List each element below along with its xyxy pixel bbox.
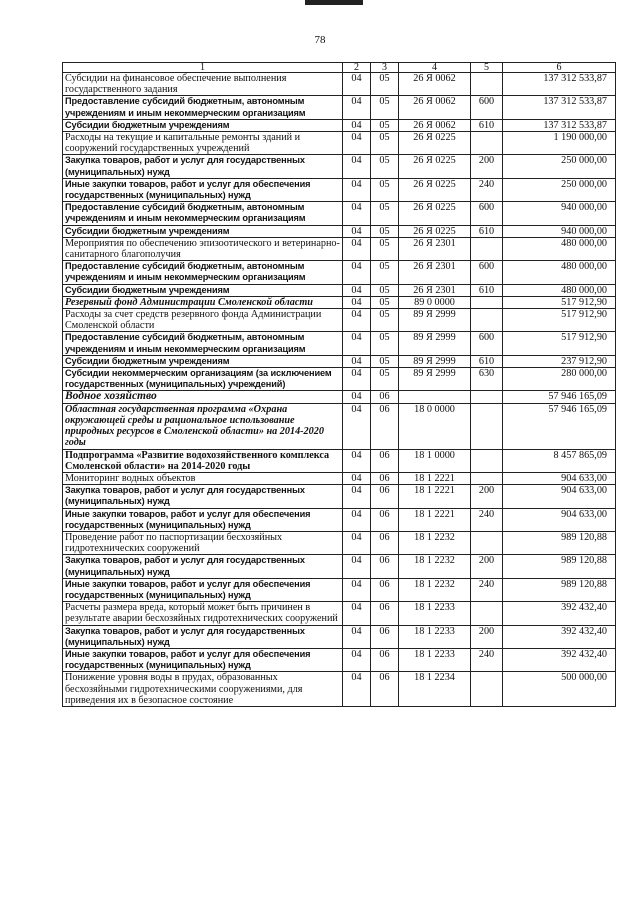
row-target-code-cell: 18 1 2221: [399, 485, 471, 508]
row-name-cell: Понижение уровня воды в прудах, образованных бесхозяйными гидротехническими сооружениями, для приведения их в безопасное состояние: [63, 672, 343, 707]
row-subsection-cell: 05: [371, 96, 399, 119]
row-section-cell: 04: [343, 96, 371, 119]
row-target-code-cell: 26 Я 0062: [399, 73, 471, 96]
row-subsection-cell: 05: [371, 178, 399, 201]
row-amount-cell: 480 000,00: [503, 284, 616, 296]
row-amount-cell: 480 000,00: [503, 237, 616, 260]
header-col-6: 6: [503, 63, 616, 73]
table-row: [63, 237, 616, 260]
row-section-cell: 04: [343, 284, 371, 296]
row-subsection-cell: 06: [371, 403, 399, 449]
row-section-cell: 04: [343, 296, 371, 308]
table-row: [63, 449, 616, 472]
row-name-cell: Закупка товаров, работ и услуг для государственных (муниципальных) нужд: [63, 625, 343, 648]
row-expense-type-cell: 630: [471, 368, 503, 391]
row-expense-type-cell: [471, 472, 503, 484]
row-expense-type-cell: [471, 391, 503, 403]
table-row: [63, 261, 616, 284]
row-amount-cell: 940 000,00: [503, 202, 616, 225]
row-name-cell: Расходы за счет средств резервного фонда Администрации Смоленской области: [63, 309, 343, 332]
row-target-code-cell: 18 1 0000: [399, 449, 471, 472]
row-amount-cell: 904 633,00: [503, 472, 616, 484]
row-section-cell: 04: [343, 555, 371, 578]
row-amount-cell: 250 000,00: [503, 178, 616, 201]
table-row: [63, 332, 616, 355]
row-target-code-cell: 89 0 0000: [399, 296, 471, 308]
row-target-code-cell: 26 Я 0225: [399, 155, 471, 178]
row-expense-type-cell: 610: [471, 119, 503, 131]
table-row: [63, 284, 616, 296]
row-subsection-cell: 05: [371, 237, 399, 260]
row-amount-cell: 280 000,00: [503, 368, 616, 391]
row-amount-cell: 517 912,90: [503, 296, 616, 308]
row-expense-type-cell: 610: [471, 284, 503, 296]
row-name-cell: Закупка товаров, работ и услуг для государственных (муниципальных) нужд: [63, 155, 343, 178]
row-target-code-cell: 26 Я 2301: [399, 237, 471, 260]
row-target-code-cell: 18 1 2221: [399, 472, 471, 484]
row-section-cell: 04: [343, 602, 371, 625]
table-row: [63, 578, 616, 601]
row-target-code-cell: 26 Я 2301: [399, 261, 471, 284]
row-target-code-cell: 26 Я 0225: [399, 202, 471, 225]
row-amount-cell: 237 912,90: [503, 355, 616, 367]
row-subsection-cell: 05: [371, 155, 399, 178]
row-name-cell: Закупка товаров, работ и услуг для государственных (муниципальных) нужд: [63, 485, 343, 508]
row-subsection-cell: 05: [371, 225, 399, 237]
page-number: 78: [314, 34, 326, 46]
row-name-cell: Субсидии некоммерческим организациям (за исключением государственных (муниципальных) учреждений): [63, 368, 343, 391]
table-row: [63, 672, 616, 707]
row-amount-cell: 137 312 533,87: [503, 119, 616, 131]
table-row: [63, 119, 616, 131]
row-subsection-cell: 06: [371, 555, 399, 578]
row-section-cell: 04: [343, 119, 371, 131]
row-target-code-cell: 89 Я 2999: [399, 355, 471, 367]
table-body: [63, 73, 616, 707]
row-name-cell: Подпрограмма «Развитие водохозяйственного комплекса Смоленской области» на 2014-2020 годы: [63, 449, 343, 472]
row-expense-type-cell: 600: [471, 332, 503, 355]
row-amount-cell: 480 000,00: [503, 261, 616, 284]
row-subsection-cell: 05: [371, 332, 399, 355]
row-amount-cell: 137 312 533,87: [503, 73, 616, 96]
row-target-code-cell: 26 Я 0225: [399, 178, 471, 201]
table-row: [63, 309, 616, 332]
table-row: [63, 225, 616, 237]
row-name-cell: Мероприятия по обеспечению эпизоотического и ветеринарно-санитарного благополучия: [63, 237, 343, 260]
row-subsection-cell: 05: [371, 309, 399, 332]
row-amount-cell: 517 912,90: [503, 309, 616, 332]
row-name-cell: Областная государственная программа «Охрана окружающей среды и рациональное использование природных ресурсов в Смоленской области» на 2014-2020 годы: [63, 403, 343, 449]
row-subsection-cell: 06: [371, 578, 399, 601]
row-amount-cell: 57 946 165,09: [503, 403, 616, 449]
row-subsection-cell: 05: [371, 261, 399, 284]
row-section-cell: 04: [343, 485, 371, 508]
row-amount-cell: 392 432,40: [503, 648, 616, 671]
row-section-cell: 04: [343, 355, 371, 367]
row-expense-type-cell: [471, 296, 503, 308]
row-expense-type-cell: [471, 73, 503, 96]
row-name-cell: Расходы на текущие и капитальные ремонты зданий и сооружений государственных учреждений: [63, 132, 343, 155]
row-section-cell: 04: [343, 261, 371, 284]
row-name-cell: Предоставление субсидий бюджетным, автономным учреждениям и иным некоммерческим организациям: [63, 96, 343, 119]
table-row: [63, 178, 616, 201]
row-subsection-cell: 05: [371, 132, 399, 155]
row-subsection-cell: 06: [371, 508, 399, 531]
row-subsection-cell: 05: [371, 202, 399, 225]
header-col-4: 4: [399, 63, 471, 73]
table-row: [63, 368, 616, 391]
row-amount-cell: 500 000,00: [503, 672, 616, 707]
row-amount-cell: 904 633,00: [503, 508, 616, 531]
row-name-cell: Проведение работ по паспортизации бесхозяйных гидротехнических сооружений: [63, 531, 343, 554]
budget-table: [62, 62, 616, 707]
row-subsection-cell: 06: [371, 625, 399, 648]
row-name-cell: Водное хозяйство: [63, 391, 343, 403]
row-name-cell: Субсидии бюджетным учреждениям: [63, 284, 343, 296]
row-name-cell: Субсидии бюджетным учреждениям: [63, 119, 343, 131]
table-row: [63, 355, 616, 367]
top-edge-mark: [305, 0, 363, 5]
row-section-cell: 04: [343, 225, 371, 237]
row-subsection-cell: 05: [371, 355, 399, 367]
row-amount-cell: 137 312 533,87: [503, 96, 616, 119]
row-name-cell: Предоставление субсидий бюджетным, автономным учреждениям и иным некоммерческим организациям: [63, 202, 343, 225]
row-target-code-cell: [399, 391, 471, 403]
row-section-cell: 04: [343, 672, 371, 707]
table-row: [63, 296, 616, 308]
row-amount-cell: 8 457 865,09: [503, 449, 616, 472]
row-amount-cell: 940 000,00: [503, 225, 616, 237]
table-row: [63, 202, 616, 225]
table-row: [63, 625, 616, 648]
row-subsection-cell: 05: [371, 73, 399, 96]
row-section-cell: 04: [343, 578, 371, 601]
row-target-code-cell: 18 1 2221: [399, 508, 471, 531]
row-target-code-cell: 26 Я 0062: [399, 96, 471, 119]
header-col-1: 1: [63, 63, 343, 73]
row-section-cell: 04: [343, 155, 371, 178]
header-col-5: 5: [471, 63, 503, 73]
row-section-cell: 04: [343, 202, 371, 225]
row-subsection-cell: 06: [371, 602, 399, 625]
table-row: [63, 472, 616, 484]
row-subsection-cell: 06: [371, 472, 399, 484]
row-subsection-cell: 05: [371, 296, 399, 308]
row-subsection-cell: 06: [371, 648, 399, 671]
table-row: [63, 555, 616, 578]
row-subsection-cell: 06: [371, 485, 399, 508]
row-target-code-cell: 26 Я 0225: [399, 132, 471, 155]
row-name-cell: Иные закупки товаров, работ и услуг для обеспечения государственных (муниципальных) нужд: [63, 508, 343, 531]
row-target-code-cell: 18 1 2234: [399, 672, 471, 707]
row-expense-type-cell: [471, 449, 503, 472]
row-section-cell: 04: [343, 625, 371, 648]
row-section-cell: 04: [343, 368, 371, 391]
row-expense-type-cell: 200: [471, 555, 503, 578]
row-target-code-cell: 18 0 0000: [399, 403, 471, 449]
row-expense-type-cell: [471, 531, 503, 554]
table-header-row: [63, 63, 616, 73]
row-name-cell: Субсидии бюджетным учреждениям: [63, 355, 343, 367]
row-section-cell: 04: [343, 403, 371, 449]
table-row: [63, 485, 616, 508]
row-section-cell: 04: [343, 309, 371, 332]
row-target-code-cell: 18 1 2233: [399, 625, 471, 648]
table-row: [63, 648, 616, 671]
row-expense-type-cell: [471, 602, 503, 625]
row-expense-type-cell: 610: [471, 225, 503, 237]
table-row: [63, 96, 616, 119]
row-name-cell: Субсидии на финансовое обеспечение выполнения государственного задания: [63, 73, 343, 96]
row-section-cell: 04: [343, 391, 371, 403]
table-row: [63, 73, 616, 96]
row-expense-type-cell: [471, 672, 503, 707]
row-expense-type-cell: 600: [471, 202, 503, 225]
row-target-code-cell: 18 1 2233: [399, 602, 471, 625]
row-subsection-cell: 05: [371, 368, 399, 391]
row-expense-type-cell: 600: [471, 261, 503, 284]
row-section-cell: 04: [343, 648, 371, 671]
row-expense-type-cell: 610: [471, 355, 503, 367]
table-row: [63, 391, 616, 403]
row-expense-type-cell: 240: [471, 508, 503, 531]
row-expense-type-cell: [471, 237, 503, 260]
header-col-2: 2: [343, 63, 371, 73]
row-expense-type-cell: [471, 132, 503, 155]
row-amount-cell: 989 120,88: [503, 578, 616, 601]
row-name-cell: Иные закупки товаров, работ и услуг для обеспечения государственных (муниципальных) нужд: [63, 648, 343, 671]
row-target-code-cell: 26 Я 0062: [399, 119, 471, 131]
row-expense-type-cell: 240: [471, 178, 503, 201]
row-name-cell: Закупка товаров, работ и услуг для государственных (муниципальных) нужд: [63, 555, 343, 578]
table-row: [63, 508, 616, 531]
row-name-cell: Иные закупки товаров, работ и услуг для обеспечения государственных (муниципальных) нужд: [63, 178, 343, 201]
row-target-code-cell: 18 1 2232: [399, 578, 471, 601]
row-section-cell: 04: [343, 472, 371, 484]
row-subsection-cell: 06: [371, 672, 399, 707]
row-name-cell: Субсидии бюджетным учреждениям: [63, 225, 343, 237]
row-target-code-cell: 18 1 2232: [399, 531, 471, 554]
row-expense-type-cell: 200: [471, 625, 503, 648]
row-name-cell: Предоставление субсидий бюджетным, автономным учреждениям и иным некоммерческим организациям: [63, 261, 343, 284]
table-row: [63, 155, 616, 178]
row-subsection-cell: 06: [371, 531, 399, 554]
row-subsection-cell: 05: [371, 284, 399, 296]
row-target-code-cell: 18 1 2232: [399, 555, 471, 578]
table-row: [63, 403, 616, 449]
row-name-cell: Расчеты размера вреда, который может быть причинен в результате аварии бесхозяйных гидротехнических сооружений: [63, 602, 343, 625]
row-name-cell: Мониторинг водных объектов: [63, 472, 343, 484]
row-section-cell: 04: [343, 508, 371, 531]
row-target-code-cell: 26 Я 0225: [399, 225, 471, 237]
row-expense-type-cell: [471, 403, 503, 449]
row-target-code-cell: 18 1 2233: [399, 648, 471, 671]
row-name-cell: Резервный фонд Администрации Смоленской области: [63, 296, 343, 308]
row-amount-cell: 904 633,00: [503, 485, 616, 508]
row-target-code-cell: 89 Я 2999: [399, 368, 471, 391]
row-amount-cell: 1 190 000,00: [503, 132, 616, 155]
row-section-cell: 04: [343, 132, 371, 155]
row-section-cell: 04: [343, 449, 371, 472]
row-amount-cell: 392 432,40: [503, 625, 616, 648]
table-row: [63, 531, 616, 554]
table-row: [63, 132, 616, 155]
row-expense-type-cell: 240: [471, 648, 503, 671]
row-amount-cell: 989 120,88: [503, 555, 616, 578]
row-amount-cell: 57 946 165,09: [503, 391, 616, 403]
row-expense-type-cell: 240: [471, 578, 503, 601]
row-subsection-cell: 06: [371, 449, 399, 472]
row-amount-cell: 392 432,40: [503, 602, 616, 625]
row-target-code-cell: 26 Я 2301: [399, 284, 471, 296]
header-col-3: 3: [371, 63, 399, 73]
row-section-cell: 04: [343, 73, 371, 96]
row-section-cell: 04: [343, 178, 371, 201]
row-amount-cell: 250 000,00: [503, 155, 616, 178]
row-subsection-cell: 06: [371, 391, 399, 403]
row-expense-type-cell: [471, 309, 503, 332]
row-target-code-cell: 89 Я 2999: [399, 332, 471, 355]
row-expense-type-cell: 200: [471, 485, 503, 508]
row-amount-cell: 989 120,88: [503, 531, 616, 554]
row-section-cell: 04: [343, 531, 371, 554]
row-expense-type-cell: 600: [471, 96, 503, 119]
row-section-cell: 04: [343, 332, 371, 355]
row-expense-type-cell: 200: [471, 155, 503, 178]
row-target-code-cell: 89 Я 2999: [399, 309, 471, 332]
row-section-cell: 04: [343, 237, 371, 260]
row-subsection-cell: 05: [371, 119, 399, 131]
row-name-cell: Предоставление субсидий бюджетным, автономным учреждениям и иным некоммерческим организациям: [63, 332, 343, 355]
table-row: [63, 602, 616, 625]
row-name-cell: Иные закупки товаров, работ и услуг для обеспечения государственных (муниципальных) нужд: [63, 578, 343, 601]
row-amount-cell: 517 912,90: [503, 332, 616, 355]
